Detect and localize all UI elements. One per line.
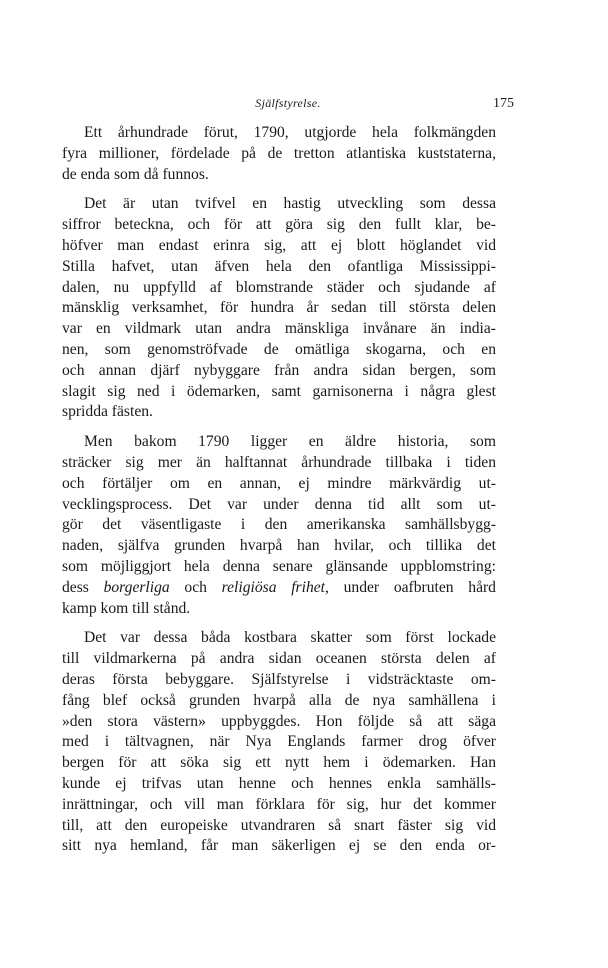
text-line: fång blef också grunden hvarpå alla de nya samhällena i — [62, 691, 496, 709]
text-line: spridda fästen. — [62, 403, 153, 421]
text-line: Det var dessa båda kostbara skatter som först lockade — [84, 629, 496, 647]
text-line: och annan djärf nybyggare från andra sidan bergen, som — [62, 361, 496, 379]
text-line: nen, som genomströfvade de omätliga skogarna, och en — [62, 340, 496, 358]
paragraph — [62, 432, 496, 619]
emphasis-religiosa-frihet: religiösa frihet — [221, 578, 325, 596]
text-line: med i tältvagnen, när Nya Englands farmer drog öfver — [62, 733, 496, 751]
text-line: sträcker sig mer än halftannat århundrade tillbaka i tiden — [62, 453, 496, 471]
text-line: sitt nya hemland, får man säkerligen ej se den enda or- — [62, 837, 496, 855]
text-line: vecklingsprocess. Det var under denna tid allt som ut- — [62, 495, 496, 513]
page-number: 175 — [493, 96, 514, 111]
text-line: deras första bebyggare. Själfstyrelse i vidsträcktaste om- — [62, 670, 496, 688]
text-line: till, att den europeiske utvandraren så snart fäster sig vid — [62, 816, 496, 834]
text-line: Men bakom 1790 ligger en äldre historia, som — [84, 433, 496, 451]
emphasis-borgerliga: borgerliga — [103, 578, 170, 596]
text-line: som möjliggjort hela denna senare glänsande uppblomstring: — [62, 557, 496, 575]
text-line-emphasis: dess borgerliga och religiösa frihet, under oafbruten hård — [62, 578, 496, 596]
text-line: mänsklig verksamhet, för hundra år sedan till största delen — [62, 299, 496, 317]
text-line: de enda som då funnos. — [62, 165, 209, 183]
text-line: bergen för att söka sig ett nytt hem i ödemarken. Han — [62, 754, 496, 772]
text-line: och förtäljer om en annan, ej mindre märkvärdig ut- — [62, 474, 496, 492]
running-title: Själfstyrelse. — [255, 96, 321, 110]
text-line: slagit sig ned i ödemarken, samt garnisonerna i några glest — [62, 382, 496, 400]
text-line: fyra millioner, fördelade på de tretton atlantiska kuststaterna, — [62, 144, 496, 162]
body-text — [62, 123, 496, 857]
text-line: kunde ej trifvas utan henne och hennes enkla samhälls- — [62, 774, 496, 792]
page-header — [60, 96, 516, 116]
text-line: siffror beteckna, och för att göra sig den fullt klar, be- — [62, 216, 496, 234]
paragraph — [62, 628, 496, 857]
text-line: var en vildmark utan andra mänskliga invånare än india- — [62, 320, 496, 338]
text-line: naden, själfva grunden hvarpå han hvilar, och tillika det — [62, 537, 496, 555]
text-line: Ett århundrade förut, 1790, utgjorde hela folkmängden — [84, 124, 496, 141]
text-line: kamp kom till stånd. — [62, 599, 191, 617]
paragraph — [62, 194, 496, 423]
text-line: gör det väsentligaste i den amerikanska samhällsbygg- — [62, 516, 496, 534]
text-line: inrättningar, och vill man förklara för sig, hur det kommer — [62, 795, 496, 813]
text-line: »den stora västern» uppbyggdes. Hon följde så att säga — [62, 712, 496, 730]
text-line: Stilla hafvet, utan äfven hela den ofantliga Mississippi- — [62, 257, 496, 275]
text-line: till vildmarkerna på andra sidan oceanen största delen af — [62, 650, 496, 668]
text-line: höfver man endast erinra sig, att ej blott höglandet vid — [62, 236, 496, 254]
text-line: dalen, nu uppfylld af blomstrande städer och sjudande af — [62, 278, 496, 296]
paragraph — [62, 123, 496, 185]
text-line: Det är utan tvifvel en hastig utveckling som dessa — [84, 195, 496, 213]
